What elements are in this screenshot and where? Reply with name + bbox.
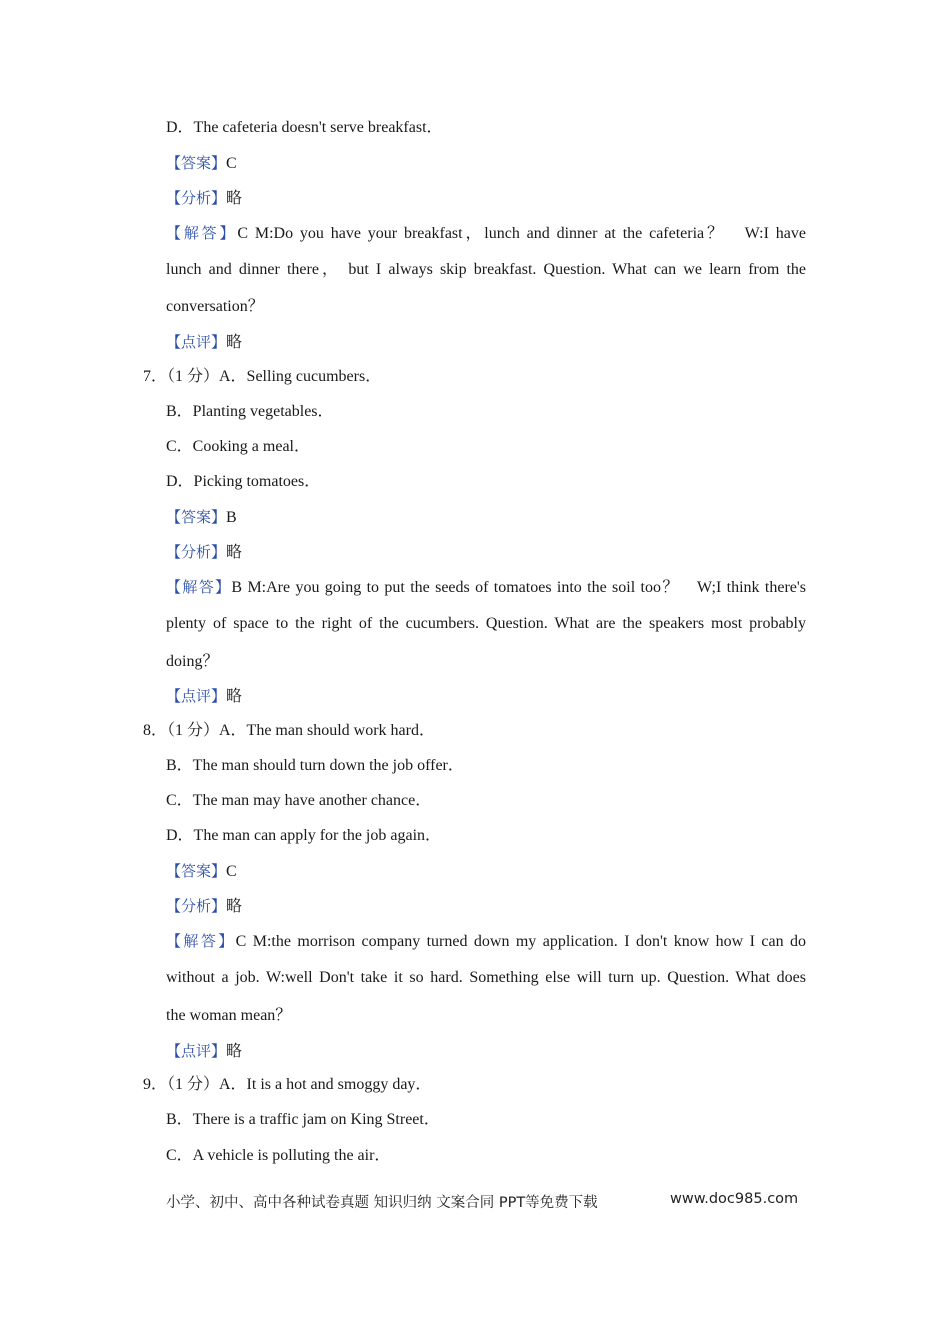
solution-tag: 【解答】 [166, 224, 238, 242]
q6-solution-line-1 [166, 223, 806, 244]
q7-number-option-a: 7．（1 分）A．Selling cucumbers． [143, 368, 382, 385]
comment-value: 略 [226, 688, 243, 705]
answer-value: C [226, 863, 237, 880]
q8-option-c: C．The man may have another chance． [166, 792, 432, 809]
analysis-tag: 【分析】 [166, 543, 227, 561]
comment-tag: 【点评】 [166, 333, 227, 351]
q6-option-d: D．The cafeteria doesn't serve breakfast． [166, 119, 443, 136]
q7-solution-line-2: plenty of space to the right of the cucumbers. Question. What are the speakers most probably [166, 615, 806, 632]
answer-value: B [226, 509, 237, 526]
q9-number-option-a: 9．（1 分）A．It is a hot and smoggy day． [143, 1076, 432, 1093]
q8-solution-line-1 [166, 931, 806, 952]
q9-option-b: B．There is a traffic jam on King Street． [166, 1111, 440, 1128]
q8-answer [166, 861, 237, 882]
q7-comment [166, 686, 242, 707]
q8-option-b: B．The man should turn down the job offer． [166, 757, 464, 774]
analysis-value: 略 [226, 544, 243, 561]
q7-solution-line-3: doing？ [166, 653, 219, 670]
q6-analysis [166, 188, 242, 209]
q7-analysis [166, 542, 242, 563]
page-footer [166, 1191, 799, 1212]
q6-comment [166, 332, 242, 353]
solution-text: C M:Do you have your breakfast，lunch and dinner at the cafeteria？ W:I have [237, 225, 806, 242]
comment-tag: 【点评】 [166, 687, 227, 705]
q8-number-option-a: 8．（1 分）A．The man should work hard． [143, 722, 435, 739]
q7-option-b: B．Planting vegetables． [166, 403, 334, 420]
analysis-tag: 【分析】 [166, 897, 227, 915]
answer-tag: 【答案】 [166, 154, 227, 172]
answer-tag: 【答案】 [166, 508, 227, 526]
q6-solution-line-2: lunch and dinner there， but I always skip breakfast. Question. What can we learn from the [166, 261, 806, 278]
analysis-value: 略 [226, 898, 243, 915]
q6-solution-line-3: conversation？ [166, 298, 264, 315]
footer-site-link[interactable]: www.doc985.com [670, 1191, 799, 1207]
q6-answer [166, 153, 237, 174]
solution-text: C M:the morrison company turned down my application. I don't know how I can do [235, 933, 806, 950]
solution-text: B M:Are you going to put the seeds of tomatoes into the soil too？ W;I think there's [231, 579, 806, 596]
q9-option-c: C．A vehicle is polluting the air． [166, 1147, 391, 1164]
q8-option-d: D．The man can apply for the job again． [166, 827, 442, 844]
solution-tag: 【解答】 [166, 932, 236, 950]
answer-value: C [226, 155, 237, 172]
q7-option-c: C．Cooking a meal． [166, 438, 310, 455]
q8-solution-line-2: without a job. W:well Don't take it so hard. Something else will turn up. Question. What does [166, 969, 806, 986]
q8-solution-line-3: the woman mean？ [166, 1007, 292, 1024]
comment-tag: 【点评】 [166, 1042, 227, 1060]
solution-tag: 【解答】 [166, 578, 232, 596]
q7-answer [166, 507, 237, 528]
q7-option-d: D．Picking tomatoes． [166, 473, 321, 490]
q7-solution-line-1 [166, 577, 806, 598]
comment-value: 略 [226, 334, 243, 351]
footer-text: 小学、初中、高中各种试卷真题 知识归纳 文案合同 PPT等免费下载 [166, 1195, 598, 1211]
comment-value: 略 [226, 1043, 243, 1060]
answer-tag: 【答案】 [166, 862, 227, 880]
q8-comment [166, 1041, 242, 1062]
analysis-value: 略 [226, 190, 243, 207]
q8-analysis [166, 896, 242, 917]
analysis-tag: 【分析】 [166, 189, 227, 207]
